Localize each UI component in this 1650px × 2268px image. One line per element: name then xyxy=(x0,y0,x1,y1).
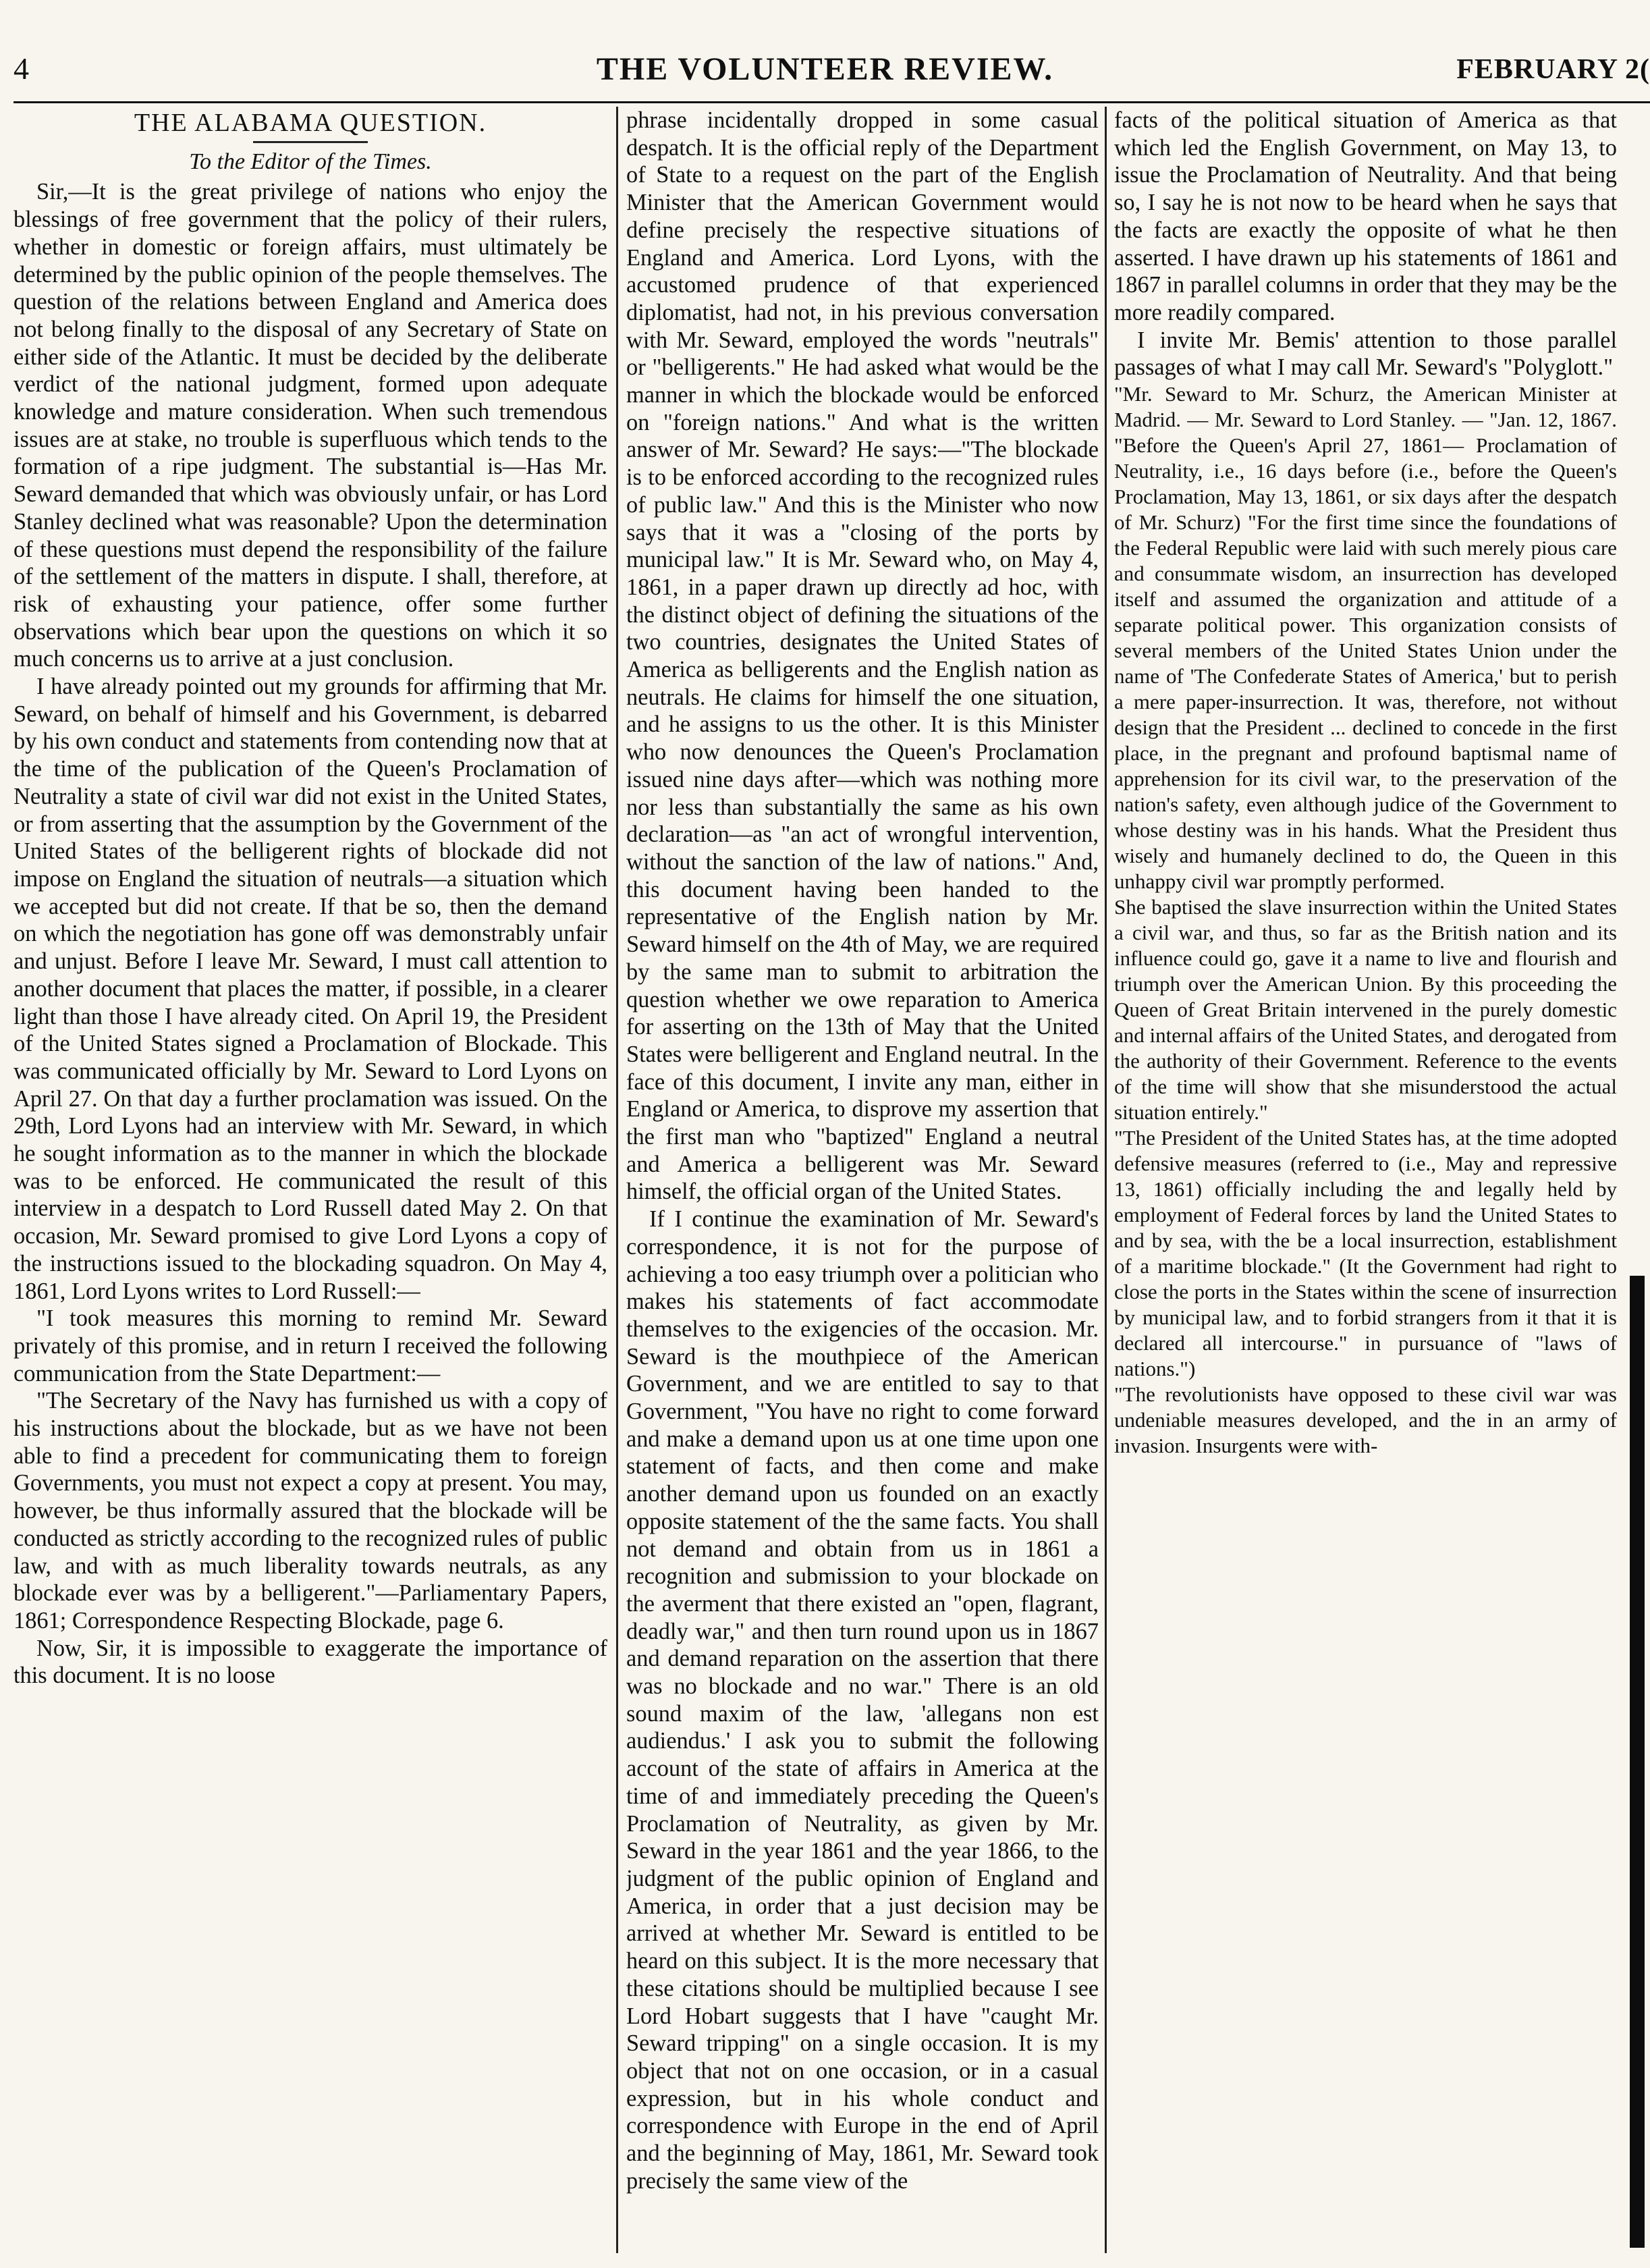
column-1 xyxy=(13,107,607,2253)
article-dedication: To the Editor of the Times. xyxy=(189,148,432,174)
paragraph: I invite Mr. Bemis' attention to those parallel passages of what I may call Mr. Seward's "Polyglott." xyxy=(1114,327,1617,381)
paragraph: She baptised the slave insurrection within the United States a civil war, and thus, so far as the British nation and its influence could go, gave it a name to live and flourish and triumph over the American Union. By this proceeding the Queen of Great Britain intervened in the purely domestic and internal affairs of the United States, and derogated from the authority of their Government. Reference to the events of the time will show that she misunderstood the actual situation entirely." xyxy=(1114,895,1617,1125)
column-divider xyxy=(616,107,618,2253)
paragraph: phrase incidentally dropped in some casual despatch. It is the official reply of the Department of State to a request on the part of the English Minister that the American Government would define precisely the respective situations of England and America. Lord Lyons, with the accustomed prudence of that experienced diplomatist, had not, in his previous conversation with Mr. Seward, employed the words "neutrals" or "belligerents." He had asked what would be the manner in which the blockade would be enforced on "foreign nations." And what is the written answer of Mr. Seward? He says:—"The blockade is to be enforced according to the recognized rules of public law." And this is the Minister who now says that it was a "closing of the ports by municipal law." It is Mr. Seward who, on May 4, 1861, in a paper drawn up directly ad hoc, with the distinct object of defining the situations of the two countries, designates the United States of America as belligerents and the English nation as neutrals. He claims for himself the one situation, and he assigns to us the other. It is this Minister who now denounces the Queen's Proclamation issued nine days after—which was nothing more nor less than substantially the same as his own declaration—as "an act of wrongful intervention, without the sanction of the law of nations." And, this document having been handed to the representative of the English nation by Mr. Seward himself on the 4th of May, we are required by the same man to submit to arbitration the question whether we owe reparation to America for asserting on the 13th of May that the United States were belligerent and England neutral. In the face of this document, I invite any man, either in England or America, to disprove my assertion that the first man who "baptized" England a neutral and America a belligerent was Mr. Seward himself, the official organ of the United States. xyxy=(626,107,1099,1205)
paragraph: Now, Sir, it is impossible to exaggerate the importance of this document. It is no loose xyxy=(13,1635,607,1689)
column-divider xyxy=(1105,107,1107,2253)
publication-title: THE VOLUNTEER REVIEW. xyxy=(596,51,1054,87)
column-2 xyxy=(626,107,1099,2253)
issue-date: FEBRUARY 2( xyxy=(1456,54,1650,85)
paragraph: "I took measures this morning to remind Mr. Seward privately of this promise, and in return I received the following communication from the State Department:— xyxy=(13,1305,607,1386)
paragraph: "The revolutionists have opposed to these civil war was undeniable measures developed, and the in an army of invasion. Insurgents were with- xyxy=(1114,1382,1617,1458)
title-rule xyxy=(253,141,368,143)
article-title: THE ALABAMA QUESTION. xyxy=(134,109,487,137)
paragraph: Sir,—It is the great privilege of nations who enjoy the blessings of free government that the policy of their rulers, whether in domestic or foreign affairs, must ultimately be determined by the public opinion of the people themselves. The question of the relations between England and America does not belong finally to the disposal of any Secretary of State on either side of the Atlantic. It must be decided by the deliberate verdict of the national judgment, formed upon adequate knowledge and mature consideration. When such tremendous issues are at stake, no trouble is superfluous which tends to the formation of a ripe judgment. The substantial is—Has Mr. Seward demanded that which was obviously unfair, or has Lord Stanley declined what was reasonable? Upon the determination of these questions must depend the responsibility of the failure of the settlement of the matters in dispute. I shall, therefore, at risk of exhausting your patience, offer some further observations which bear upon the questions on which it so much concerns us to arrive at a just conclusion. xyxy=(13,179,607,672)
paragraph: I have already pointed out my grounds for affirming that Mr. Seward, on behalf of himself and his Government, is debarred by his own conduct and statements from contending now that at the time of the publication of the Queen's Proclamation of Neutrality a state of civil war did not exist in the United States, or from asserting that the assumption by the Government of the United States of the belligerent rights of blockade did not impose on England the situation of neutrals—a situation which we accepted but did not create. If that be so, then the demand on which the negotiation has gone off was demonstrably unfair and unjust. Before I leave Mr. Seward, I must call attention to another document that places the matter, if possible, in a clearer light than those I have already cited. On April 19, the President of the United States signed a Proclamation of Blockade. This was communicated officially by Mr. Seward to Lord Lyons on April 27. On that day a further proclamation was issued. On the 29th, Lord Lyons had an interview with Mr. Seward, in which he sought information as to the manner in which the blockade was to be enforced. He communicated the result of this interview in a despatch to Lord Russell dated May 2. On that occasion, Mr. Seward promised to give Lord Lyons a copy of the instructions issued to the blockading squadron. On May 4, 1861, Lord Lyons writes to Lord Russell:— xyxy=(13,674,607,1304)
header-rule xyxy=(13,101,1650,103)
paragraph: If I continue the examination of Mr. Seward's correspondence, it is not for the purpose of achieving a too easy triumph over a politician who makes his statements of fact accommodate themselves to the exigencies of the occasion. Mr. Seward is the mouthpiece of the American Government, and we are entitled to say to that Government, "You have no right to come forward and make a demand upon us at one time upon one statement of facts, and then come and make another demand upon us founded on an exactly opposite statement of the the same facts. You shall not demand and obtain from us in 1861 a recognition and submission to your blockade on the averment that there existed an "open, flagrant, deadly war," and then turn round upon us in 1867 and demand reparation on the assertion that there was no blockade and no war." There is an old sound maxim of the law, 'allegans non est audiendus.' I ask you to submit the following account of the state of affairs in America at the time of and immediately preceding the Queen's Proclamation of Neutrality, as given by Mr. Seward in the year 1861 and the year 1866, to the judgment of the public opinion of England and America, in order that a just decision may be arrived at whether Mr. Seward is entitled to be heard on this subject. It is the more necessary that these citations should be multiplied because I see Lord Hobart suggests that I have "caught Mr. Seward tripping" on a single occasion. It is my object that not on one occasion, or in a casual expression, but in his whole conduct and correspondence with Europe in the end of April and the beginning of May, 1861, Mr. Seward took precisely the same view of the xyxy=(626,1206,1099,2194)
column-3 xyxy=(1114,107,1617,2253)
paragraph: facts of the political situation of America as that which led the English Government, on May 13, to issue the Proclamation of Neutrality. And that being so, I say he is not now to be heard when he says that the facts are exactly the opposite of what he then asserted. I have drawn up his statements of 1861 and 1867 in parallel columns in order that they may be the more readily compared. xyxy=(1114,107,1617,325)
paragraph: "Mr. Seward to Mr. Schurz, the American Minister at Madrid. — Mr. Seward to Lord Stanley. — "Jan. 12, 1867. "Before the Queen's April 27, 1861— Proclamation of Neutrality, i.e., 16 days before (i.e., before the Queen's Proclamation, May 13, 1861, or six days after the despatch of Mr. Schurz) "For the first time since the foundations of the Federal Republic were laid with such merely pious care and consummate wisdom, an insurrection has developed itself and assumed the organization and attitude of a separate political power. This organization consists of several members of the United States Union under the name of 'The Confederate States of America,' but to perish a mere paper-insurrection. It was, therefore, not without design that the President ... declined to concede in the first place, in the pregnant and profound baptismal name of apprehension for its civil war, to the preservation of the nation's safety, even although judice of the Government to whose destiny was in his hands. What the President thus wisely and humanely declined to do, the Queen in this unhappy civil war promptly performed. xyxy=(1114,382,1617,894)
parallel-passages xyxy=(1114,381,1617,1459)
paragraph: "The Secretary of the Navy has furnished us with a copy of his instructions about the blockade, but as we have not been able to find a precedent for communicating them to foreign Governments, you must not expect a copy at present. You may, however, be thus informally assured that the blockade will be conducted as strictly according to the recognized rules of public law, and with as much liberality towards neutrals, as any blockade ever was by a belligerent."—Parliamentary Papers, 1861; Correspondence Respecting Blockade, page 6. xyxy=(13,1388,607,1634)
page-number: 4 xyxy=(13,51,29,86)
scan-edge-shadow xyxy=(1630,1276,1645,2248)
masthead xyxy=(0,51,1650,98)
paragraph: "The President of the United States has, at the time adopted defensive measures (referred to (i.e., May and repressive 13, 1861) officially including the and legally held by employment of Federal forces by land the United States to and by sea, with the be a local insurrection, establishment of a maritime blockade." (It the Government had right to close the ports in the States within the scene of insurrection by municipal law, and to forbid strangers from it that it is declared all intercourse." in pursuance of "laws of nations.") xyxy=(1114,1126,1617,1381)
